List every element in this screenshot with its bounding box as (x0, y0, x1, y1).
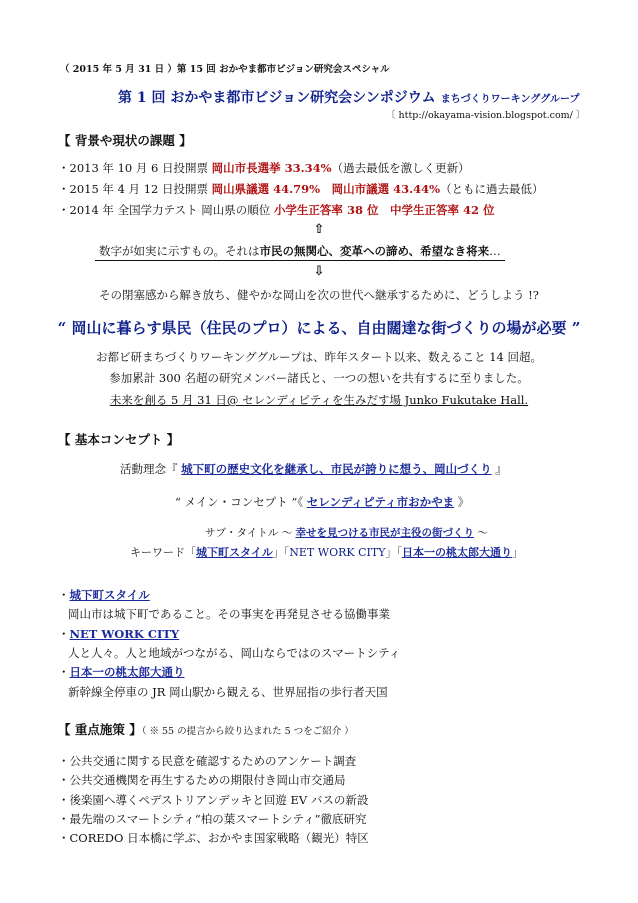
symposium-subtitle: まちづくりワーキンググループ (440, 94, 580, 105)
background-item-1 (58, 160, 470, 176)
item-highlight: 岡山市長選挙 33.34% (211, 161, 332, 175)
arrow-up-icon: ⇧ (313, 222, 325, 237)
item-text: ・2015 年 4 月 12 日投開票 (58, 182, 212, 196)
keyword-detail-title: 日本一の桃太郎大通り (69, 665, 185, 679)
keyword-1: 城下町スタイル (196, 546, 273, 559)
reality-line (95, 243, 505, 261)
release-line: その閉塞感から解き放ち、健やかな岡山を次の世代へ継承するために、どうしよう !? (99, 288, 539, 302)
main-concept-text: セレンディピティ市おかやま (306, 495, 455, 509)
background-item-3 (58, 202, 494, 218)
item-highlight: 小学生正答率 38 位 (273, 203, 379, 217)
sub-title-text: 幸せを見つける市民が主役の街づくり (295, 527, 474, 539)
philosophy-suffix: 』 (491, 462, 507, 476)
measure-item-5: ・COREDO 日本橋に学ぶ、おかやま国家戦略（観光）特区 (58, 831, 369, 845)
item-text: ・2014 年 全国学力テスト 岡山県の順位 (58, 203, 274, 217)
item-note: （ともに過去最低） (440, 182, 544, 196)
arrow-down-icon: ⇩ (313, 264, 325, 279)
keyword-separator: 」「 (272, 546, 290, 559)
keyword-detail-1 (58, 587, 150, 603)
keyword-detail-desc: 岡山市は城下町であること。その事実を再発見させる協働事業 (68, 607, 390, 621)
item-spacer (378, 203, 390, 217)
body-line-1: お都ビ研まちづくりワーキンググループは、昨年スタート以来、数えること 14 回超。 (95, 350, 543, 364)
main-concept-prefix: “ メイン・コンセプト ”《 (175, 495, 307, 509)
philosophy-line (120, 461, 507, 477)
body-line-2: 参加累計 300 名超の研究メンバー諸氏と、一つの想いを共有するに至りました。 (109, 371, 529, 385)
item-note: （過去最低を激しく更新） (331, 161, 470, 175)
bullet: ・ (58, 665, 70, 679)
keyword-3: 日本一の桃太郎大通り (401, 546, 512, 559)
keyword-detail-title: 城下町スタイル (69, 588, 150, 602)
keyword-detail-2 (58, 626, 179, 642)
item-spacer (320, 182, 332, 196)
item-highlight: 岡山県議選 44.79% (211, 182, 321, 196)
symposium-title-line (118, 87, 580, 107)
keyword-line (130, 544, 523, 560)
website-url: 〔 http://okayama-vision.blogspot.com/ 〕 (386, 110, 586, 121)
keyword-prefix: キーワード「 (130, 546, 196, 559)
measure-item-1: ・公共交通に関する民意を確認するためのアンケート調査 (58, 754, 357, 768)
main-concept-line (175, 494, 469, 510)
keyword-separator: 」「 (385, 546, 402, 559)
item-highlight: 中学生正答率 42 位 (389, 203, 495, 217)
measure-item-3: ・後楽園へ導くペデストリアンデッキと回遊 EV バスの新設 (58, 793, 369, 807)
reality-emphasis: 市民の無関心、変革への諦め、希望なき将来 (259, 244, 490, 258)
philosophy-text: 城下町の歴史文化を継承し、市民が誇りに想う、岡山づくり (181, 462, 492, 476)
keyword-detail-desc: 新幹線全停車の JR 岡山駅から観える、世界屈指の歩行者天国 (68, 685, 388, 699)
keyword-detail-3 (58, 664, 185, 680)
item-text: ・2013 年 10 月 6 日投開票 (58, 161, 212, 175)
reality-prefix: 数字が如実に示すもの。それは (99, 244, 260, 258)
bullet: ・ (58, 588, 70, 602)
sub-title-suffix: 〜 (473, 527, 488, 539)
concept-heading: 【 基本コンセプト 】 (58, 432, 180, 447)
bullet: ・ (58, 627, 70, 641)
measures-note: （ ※ 55 の提言から絞り込まれた 5 つをご紹介 ） (141, 726, 354, 737)
keyword-detail-title: NET WORK CITY (69, 627, 180, 641)
body-line-3: 未来を創る 5 月 31 日@ セレンディピティを生みだす場 Junko Fukutake Hall. (109, 393, 529, 407)
keyword-detail-desc: 人と人々。人と地域がつながる、岡山ならではのスマートシティ (68, 646, 401, 660)
catchphrase: “ 岡山に暮らす県民（住民のプロ）による、自由闊達な街づくりの場が必要 ” (57, 319, 581, 337)
symposium-title: 第 1 回 おかやま都市ビジョン研究会シンポジウム (118, 90, 436, 106)
sub-title-line (205, 525, 488, 540)
measures-heading-line (58, 719, 354, 738)
reality-suffix: … (489, 244, 501, 258)
measure-item-4: ・最先端のスマートシティ“柏の葉スマートシティ”徹底研究 (58, 812, 367, 826)
background-heading: 【 背景や現状の課題 】 (58, 133, 192, 148)
background-item-2 (58, 181, 544, 197)
date-line: （ 2015 年 5 月 31 日 ）第 15 回 おかやま都市ビジョン研究会スペシャル (60, 64, 390, 75)
measure-item-2: ・公共交通機関を再生するための期限付き岡山市交通局 (58, 773, 346, 787)
measures-heading: 【 重点施策 】 (58, 722, 142, 737)
main-concept-suffix: 》 (454, 495, 470, 509)
keyword-suffix: 」 (511, 546, 523, 559)
philosophy-prefix: 活動理念『 (120, 462, 182, 476)
item-highlight: 岡山市議選 43.44% (331, 182, 441, 196)
keyword-2: NET WORK CITY (289, 546, 386, 559)
sub-title-prefix: サブ・タイトル 〜 (205, 527, 296, 539)
